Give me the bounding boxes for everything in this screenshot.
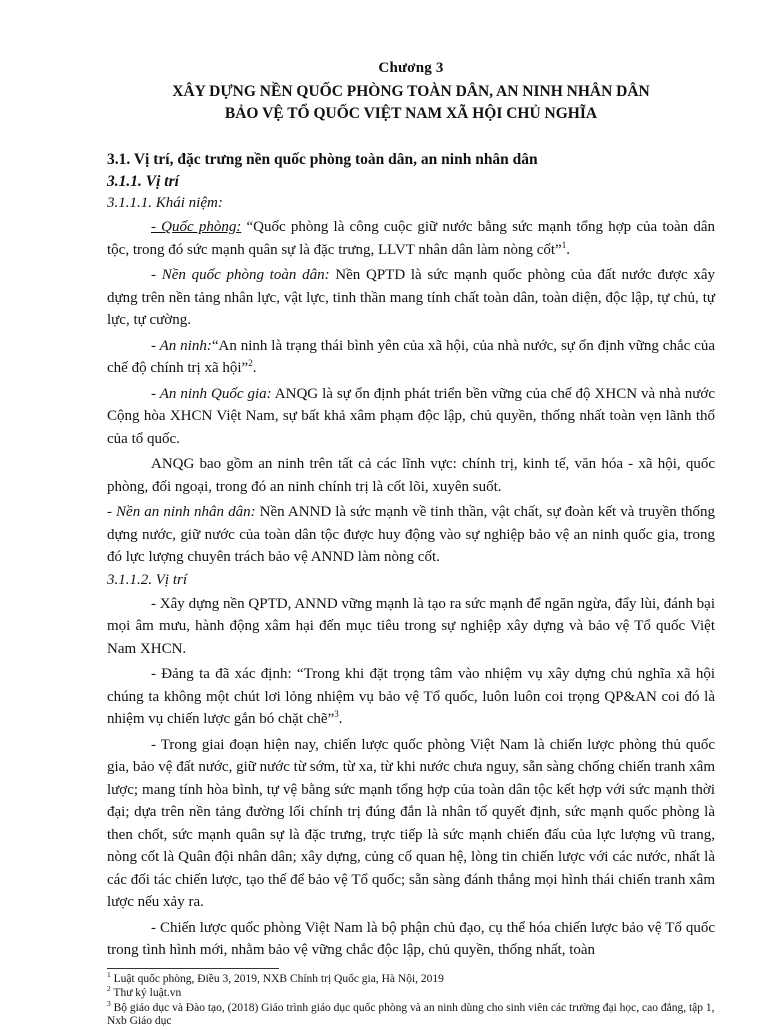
footnote-number: 3 [107,998,111,1008]
paragraph-nen-quoc-phong [107,264,715,332]
footnote-number: 1 [107,969,111,979]
footnote-text: Bộ giáo dục và Đào tạo, (2018) Giáo trình giáo dục quốc phòng và an ninh dùng cho sinh viên các trường đại học, cao đẳng, tập 1, Nxb Giáo dục [107,1001,715,1027]
paragraph-text: “Quốc phòng là công cuộc giữ nước bằng sức mạnh tổng hợp của toàn dân tộc, trong đó sức mạnh quân sự là đặc trưng, LLVT nhân dân làm nòng cốt” [107,219,715,258]
term-nen-an-ninh-nhan-dan: - Nền an ninh nhân dân: [107,504,256,520]
footnote-ref-2: 2 [248,358,253,368]
paragraph-giai-doan-hien-nay: - Trong giai đoạn hiện nay, chiến lược quốc phòng Việt Nam là chiến lược phòng thủ quốc gia, bảo vệ đất nước, giữ nước từ sớm, từ xa, từ khi nước chưa nguy, sẵn sàng chống chiến tranh xâm lược; mang tính hòa bình, tự vệ bằng sức mạnh tổng hợp của toàn dân tộc kết hợp với sức mạnh thời đại; dựa trên nền tảng đường lối chính trị đúng đắn là nhân tố quyết định, sức mạnh quốc phòng là then chốt, sức mạnh quân sự là đặc trưng, trực tiếp là sức mạnh chiến đấu của lực lượng vũ trang, nòng cốt là Quân đội nhân dân; xây dựng, củng cố quan hệ, lòng tin chiến lược với các nước, nhất là các đối tác chiến lược, tạo thế để bảo vệ Tổ quốc; sẵn sàng đánh thắng mọi hình thái chiến tranh xâm lược nếu xảy ra. [107,736,715,910]
footnote-number: 2 [107,984,111,994]
footnote-2 [107,984,715,1001]
paragraph-end: . [566,241,570,258]
section-heading-3-1: 3.1. Vị trí, đặc trưng nền quốc phòng toàn dân, an ninh nhân dân [107,151,538,168]
paragraph-an-ninh-quoc-gia [107,383,715,451]
chapter-title-line-1: XÂY DỰNG NỀN QUỐC PHÒNG TOÀN DÂN, AN NINH NHÂN DÂN [172,83,650,100]
footnote-text: Luật quốc phòng, Điều 3, 2019, NXB Chính trị Quốc gia, Hà Nội, 2019 [110,972,444,985]
paragraph-end: . [252,360,257,376]
term-quoc-phong: - Quốc phòng: [151,219,242,235]
chapter-title-line-2: BẢO VỆ TỔ QUỐC VIỆT NAM XÃ HỘI CHỦ NGHĨA [224,105,598,122]
section-heading-3-1-1-2: 3.1.1.2. Vị trí [107,571,188,588]
paragraph-chien-luoc: - Chiến lược quốc phòng Việt Nam là bộ phận chủ đạo, cụ thể hóa chiến lược bảo vệ Tổ quốc trong tình hình mới, nhằm bảo vệ vững chắc độc lập, chủ quyền, thống nhất, toàn [107,919,715,958]
paragraph-dang-xac-dinh [107,663,715,731]
paragraph-end: . [338,711,343,727]
footnote-ref-1: 1 [561,239,567,250]
section-heading-3-1-1: 3.1.1. Vị trí [107,173,179,190]
section-heading-3-1-1-1: 3.1.1.1. Khái niệm: [107,195,223,211]
footnote-1 [107,969,715,987]
paragraph-text: Nền ANND là sức mạnh về tinh thần, vật chất, sự đoàn kết và truyền thống dựng nước, giữ nước của toàn dân tộc được huy động vào sự nghiệp bảo vệ an ninh quốc gia, trong đó lực lượng chuyên trách bảo vệ ANND làm nòng cốt. [107,504,715,565]
term-nen-quoc-phong: - Nền quốc phòng toàn dân: [151,267,330,283]
chapter-heading: Chương 3 [378,60,444,76]
paragraph-anqg-scope: ANQG bao gồm an ninh trên tất cả các lĩnh vực: chính trị, kinh tế, văn hóa - xã hội, quốc phòng, đối ngoại, trong đó an ninh chính trị là cốt lõi, xuyên suốt. [107,456,715,495]
term-an-ninh-quoc-gia: - An ninh Quốc gia: [151,385,272,402]
page-content [107,60,715,1030]
paragraph-quoc-phong [107,216,715,261]
footnote-text: Thư ký luật.vn [110,987,182,999]
paragraph-text: ANQG là sự ổn định phát triển bền vững của chế độ XHCN và nhà nước Cộng hòa XHCN Việt Nam, sự bất khả xâm phạm độc lập, chủ quyền, thống nhất toàn vẹn lãnh thổ của tổ quốc. [107,385,715,447]
paragraph-text: Nền QPTD là sức mạnh quốc phòng của đất nước được xây dựng trên nền tảng nhân lực, vật lực, tinh thần mang tính chất toàn dân, toàn diện, độc lập, tự chủ, tự lực, tự cường. [107,267,715,328]
footnote-ref-3: 3 [334,709,339,719]
footnote-3 [107,998,715,1029]
term-an-ninh: - An ninh: [151,337,212,354]
paragraph-xay-dung: - Xây dựng nền QPTD, ANND vững mạnh là tạo ra sức mạnh để ngăn ngừa, đẩy lùi, đánh bại mọi âm mưu, hành động xâm hại đến mục tiêu trong sự nghiệp xây dựng và bảo vệ Tổ quốc Việt Nam XHCN. [107,595,715,657]
paragraph-text: “An ninh là trạng thái bình yên của xã hội, của nhà nước, sự ổn định vững chắc của chế độ chính trị xã hội” [107,337,715,376]
paragraph-text: - Đảng ta đã xác định: “Trong khi đặt trọng tâm vào nhiệm vụ xây dựng chủ nghĩa xã hội chúng ta không một chút lơi lỏng nhiệm vụ bảo vệ Tổ quốc, luôn luôn coi trọng QP&AN coi đó là nhiệm vụ chiến lược gắn bó chặt chẽ” [107,666,715,727]
paragraph-an-ninh [107,335,715,380]
paragraph-nen-an-ninh-nhan-dan [107,501,715,569]
footnote-separator [107,968,279,969]
